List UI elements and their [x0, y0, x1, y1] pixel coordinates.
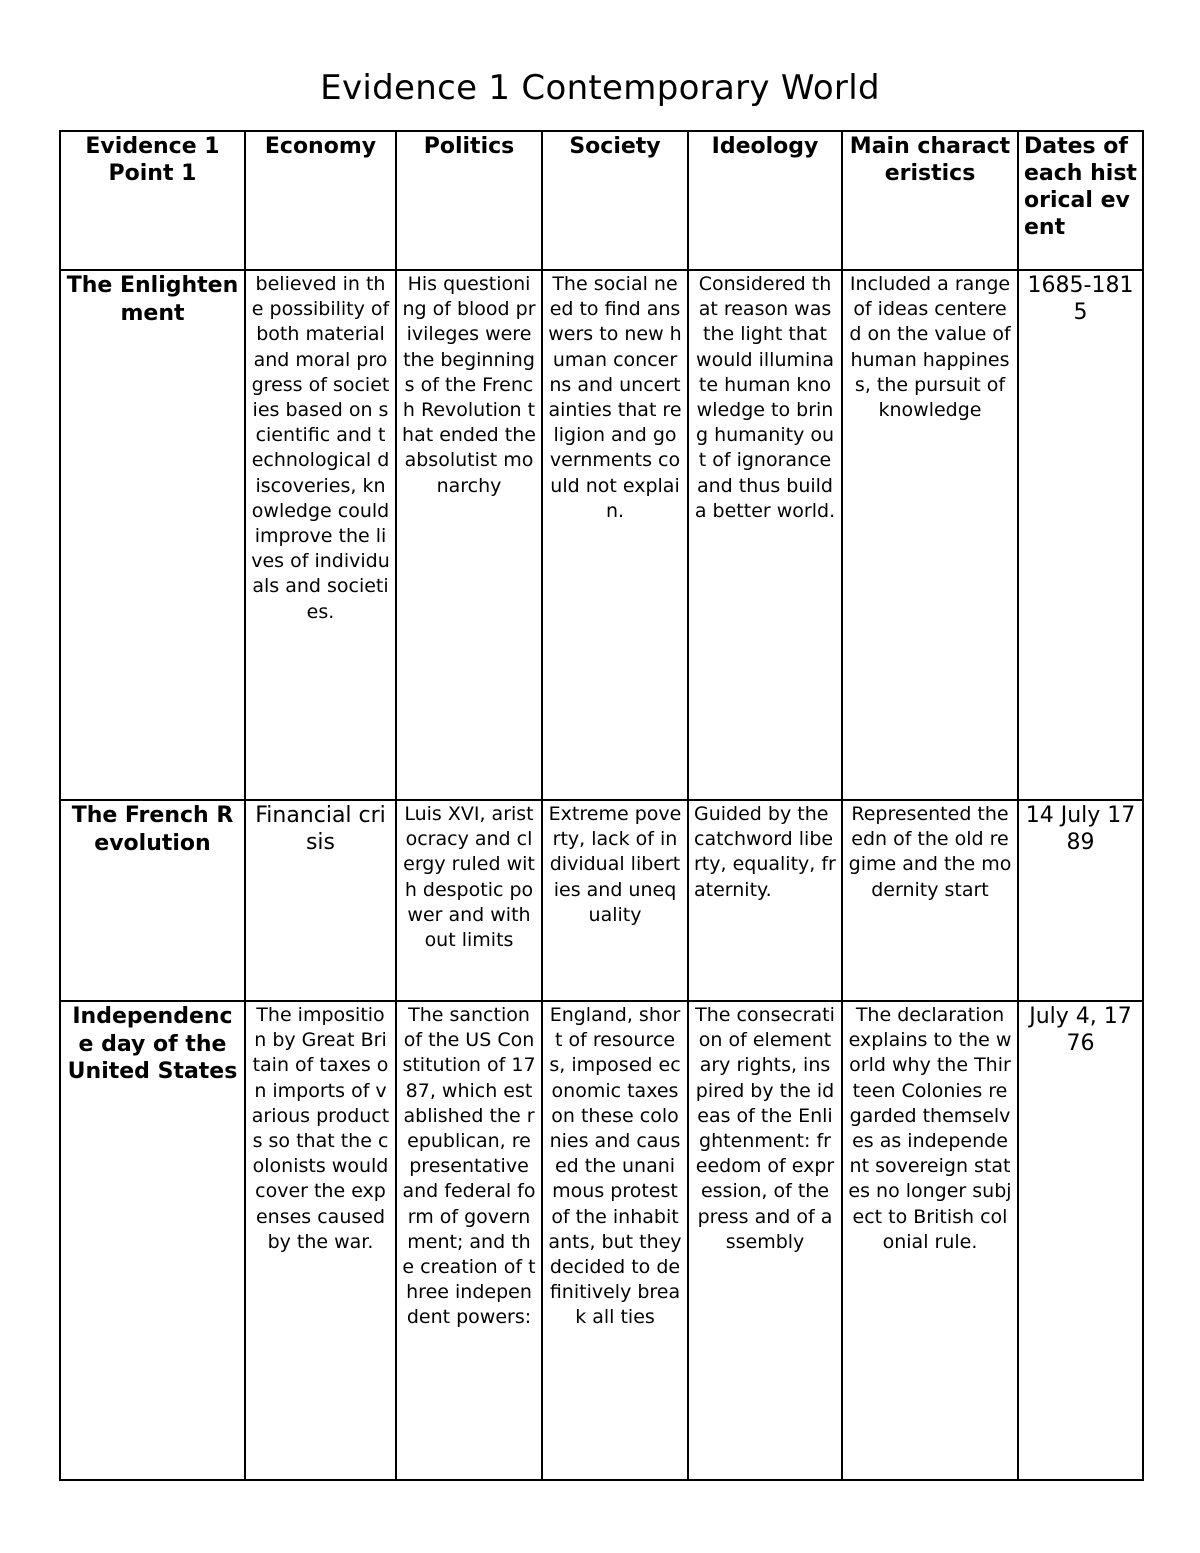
cell-politics: Luis XVI, aristocracy and clergy ruled with despotic power and without limits — [396, 800, 542, 1001]
header-main-characteristics: Main characteristics — [842, 131, 1018, 270]
cell-economy: The imposition by Great Britain of taxes on imports of various products so that the colonists would cover the expenses caused by the war. — [245, 1001, 396, 1480]
header-row — [60, 131, 1143, 270]
header-society: Society — [542, 131, 688, 270]
cell-characteristics: The declaration explains to the world why the Thirteen Colonies regarded themselves as independent sovereign states no longer subject to British colonial rule. — [842, 1001, 1018, 1480]
cell-economy: Financial crisis — [245, 800, 396, 1001]
cell-date: 14 July 1789 — [1018, 800, 1143, 1001]
cell-date: July 4, 1776 — [1018, 1001, 1143, 1480]
cell-date: 1685-1815 — [1018, 270, 1143, 800]
cell-politics: The sanction of the US Constitution of 1787, which established the republican, representative and federal form of government; and the creation of three independent powers: — [396, 1001, 542, 1480]
cell-economy: believed in the possibility of both material and moral progress of societies based on scientific and technological discoveries, knowledge could improve the lives of individuals and societies. — [245, 270, 396, 800]
cell-characteristics: Represented the edn of the old regime and the modernity start — [842, 800, 1018, 1001]
cell-society: The social need to find answers to new human concerns and uncertainties that religion and governments could not explain. — [542, 270, 688, 800]
table-row — [60, 270, 1143, 800]
header-politics: Politics — [396, 131, 542, 270]
row-event-name: The French Revolution — [60, 800, 245, 1001]
cell-society: Extreme poverty, lack of individual liberties and unequality — [542, 800, 688, 1001]
header-economy: Economy — [245, 131, 396, 270]
row-event-name: The Enlightenment — [60, 270, 245, 800]
cell-ideology: The consecration of elementary rights, inspired by the ideas of the Enlightenment: freedom of expression, of the press and of assembly — [688, 1001, 842, 1480]
row-event-name: Independence day of the United States — [60, 1001, 245, 1480]
header-ideology: Ideology — [688, 131, 842, 270]
cell-ideology: Guided by the catchword liberty, equality, fraternity. — [688, 800, 842, 1001]
cell-politics: His questioning of blood privileges were the beginnings of the French Revolution that ended the absolutist monarchy — [396, 270, 542, 800]
header-evidence: Evidence 1 Point 1 — [60, 131, 245, 270]
page-title: Evidence 1 Contemporary World — [320, 68, 880, 108]
cell-ideology: Considered that reason was the light that would illuminate human knowledge to bring humanity out of ignorance and thus build a better world. — [688, 270, 842, 800]
header-dates: Dates of each historical event — [1018, 131, 1143, 270]
cell-characteristics: Included a range of ideas centered on the value of human happiness, the pursuit of knowledge — [842, 270, 1018, 800]
cell-society: England, short of resources, imposed economic taxes on these colonies and caused the unanimous protest of the inhabitants, but they decided to definitively break all ties — [542, 1001, 688, 1480]
table-row — [60, 800, 1143, 1001]
evidence-table — [59, 130, 1144, 1481]
table-row — [60, 1001, 1143, 1480]
